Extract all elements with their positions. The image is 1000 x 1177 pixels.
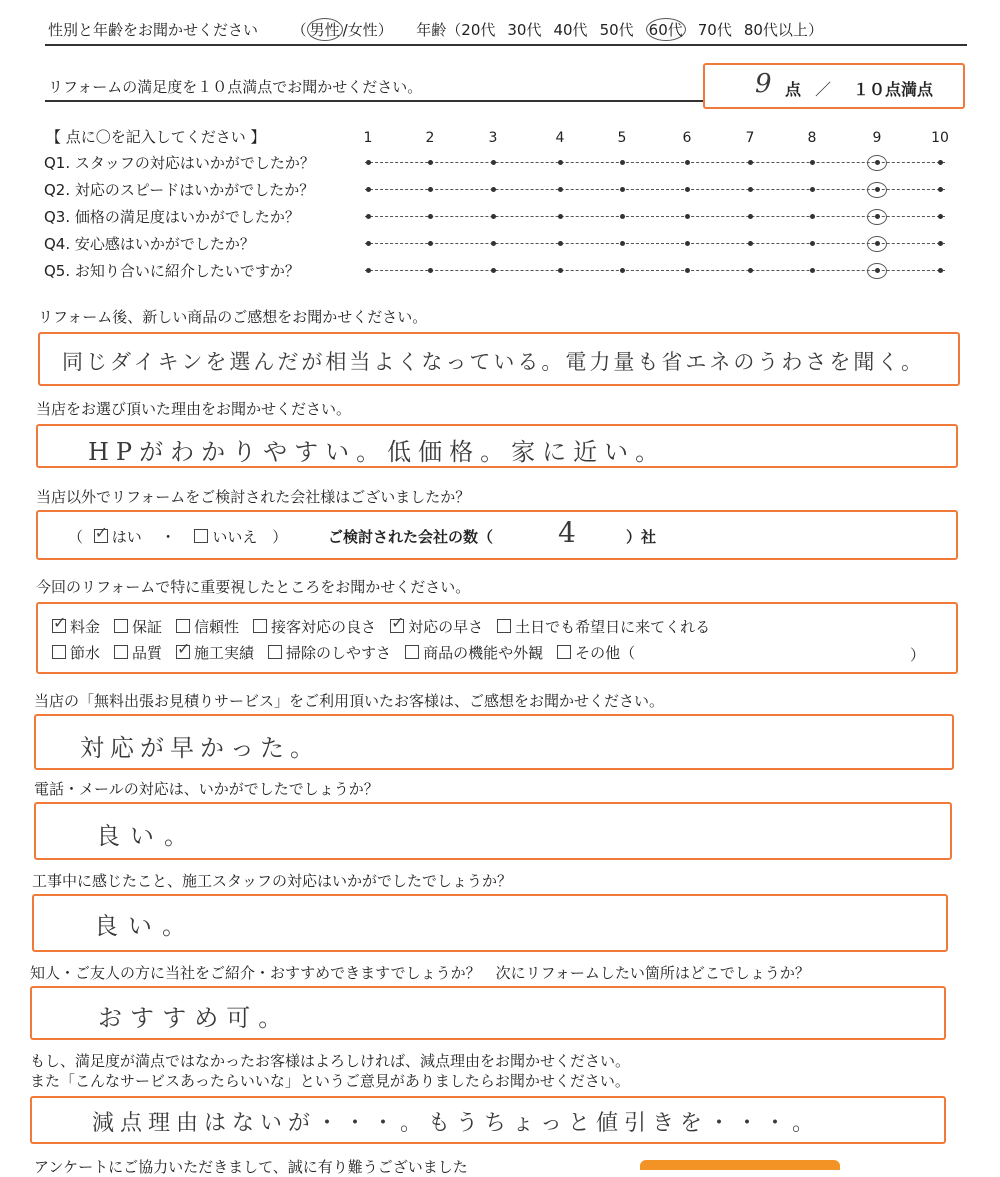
rating-scale-line — [365, 162, 945, 163]
scale-dot[interactable] — [428, 268, 433, 273]
priority-label: 掃除のしやすさ — [286, 644, 392, 662]
priority-label: 対応の早さ — [408, 618, 484, 636]
no-label: いいえ — [212, 528, 258, 546]
priority-checkbox[interactable] — [253, 619, 267, 633]
scale-dot[interactable] — [491, 214, 496, 219]
priority-option[interactable] — [114, 642, 162, 663]
construction-question: 工事中に感じたこと、施工スタッフの対応はいかがでしたでしょうか？ — [32, 872, 513, 890]
scale-dot[interactable] — [366, 160, 371, 165]
recommend-answer-box — [30, 986, 946, 1040]
scale-dot[interactable] — [366, 241, 371, 246]
gender-age-row — [48, 18, 823, 41]
scale-dot[interactable] — [685, 187, 690, 192]
recommend-answer: おすすめ可。 — [98, 1004, 291, 1032]
selected-rating-circle — [867, 182, 887, 198]
scale-dot[interactable] — [810, 214, 815, 219]
scale-number-2: 2 — [425, 130, 435, 146]
scale-dot[interactable] — [366, 187, 371, 192]
estimate-answer: 対応が早かった。 — [80, 734, 320, 762]
scale-dot[interactable] — [685, 241, 690, 246]
other-companies-box — [36, 510, 958, 560]
gender-male: 男性 — [307, 18, 343, 41]
priority-option[interactable] — [52, 642, 100, 663]
priority-label: 保証 — [132, 618, 163, 636]
company-logo — [640, 1160, 840, 1170]
rating-scale-line — [365, 216, 945, 217]
phone-mail-answer-box — [34, 802, 952, 860]
selected-rating-circle — [867, 155, 887, 171]
priority-checkbox[interactable] — [114, 619, 128, 633]
scale-number-4: 4 — [555, 130, 565, 146]
impression-question: リフォーム後、新しい商品のご感想をお聞かせください。 — [38, 308, 428, 326]
scale-dot[interactable] — [620, 241, 625, 246]
satisfaction-question: リフォームの満足度を１０点満点でお聞かせください。 — [48, 78, 423, 96]
rating-scale-line — [365, 189, 945, 190]
deduction-question-2: また「こんなサービスあったらいいな」というご意見がありましたらお聞かせください。 — [30, 1072, 630, 1090]
other-companies-question: 当店以外でリフォームをご検討された会社様はございましたか？ — [36, 488, 471, 506]
no-checkbox[interactable] — [194, 529, 208, 543]
yes-label: はい — [111, 528, 142, 546]
reason-answer: HPがわかりやすい。低価格。家に近い。 — [88, 438, 667, 466]
age-close: ） — [807, 21, 823, 39]
company-count: 4 — [558, 516, 580, 549]
satisfaction-underline — [45, 100, 705, 102]
priority-other-close: ） — [910, 646, 926, 664]
priority-label: その他（ — [575, 644, 636, 662]
priority-option[interactable] — [253, 616, 376, 637]
scale-dot[interactable] — [748, 241, 753, 246]
priority-checkbox[interactable] — [268, 645, 282, 659]
reason-answer-box — [36, 424, 958, 468]
rating-scale-line — [365, 243, 945, 244]
priority-checkbox[interactable] — [52, 645, 66, 659]
scale-dot[interactable] — [491, 187, 496, 192]
scale-dot[interactable] — [491, 268, 496, 273]
scale-dot[interactable] — [748, 214, 753, 219]
scale-dot[interactable] — [558, 160, 563, 165]
scale-dot[interactable] — [938, 214, 943, 219]
recommend-question: 知人・ご友人の方に当社をご紹介・おすすめできますでしょうか？ 次にリフォームしたい箇所はどこでしょうか？ — [30, 964, 810, 982]
dot-sep: ・ — [160, 528, 176, 546]
count-label: ご検討された会社の数（ — [328, 528, 494, 546]
gender-close: ） — [377, 21, 393, 39]
gender-open: （ — [291, 21, 307, 39]
rating-question-q3: Q3. 価格の満足度はいかがでしたか？ — [44, 208, 300, 226]
rating-scale-line — [365, 270, 945, 271]
scale-dot[interactable] — [428, 241, 433, 246]
satisfaction-slash: ／ — [815, 80, 832, 99]
reason-question: 当店をお選び頂いた理由をお聞かせください。 — [36, 400, 352, 418]
deduction-answer: 減点理由はないが・・・。もうちょっと値引きを・・・。 — [92, 1111, 821, 1136]
scale-dot[interactable] — [685, 160, 690, 165]
scale-dot[interactable] — [428, 160, 433, 165]
rating-question-q2: Q2. 対応のスピードはいかがでしたか？ — [44, 181, 315, 199]
priority-label: 土日でも希望日に来てくれる — [515, 618, 711, 636]
age-80: 80代以上 — [743, 21, 808, 39]
header-underline — [45, 44, 967, 46]
priority-label: 節水 — [70, 644, 101, 662]
scale-dot[interactable] — [938, 241, 943, 246]
priority-label: 品質 — [132, 644, 163, 662]
impression-answer-box — [38, 332, 960, 386]
scale-dot[interactable] — [558, 187, 563, 192]
age-40: 40代 — [553, 21, 588, 39]
priority-checkbox[interactable] — [176, 619, 190, 633]
gender-female: 女性 — [347, 21, 378, 39]
rating-question-q5: Q5. お知り合いに紹介したいですか？ — [44, 262, 300, 280]
deduction-question-1: もし、満足度が満点ではなかったお客様はよろしければ、減点理由をお聞かせください。 — [30, 1052, 631, 1070]
scale-dot[interactable] — [748, 268, 753, 273]
priority-option[interactable] — [497, 616, 710, 637]
age-20: 20代 — [461, 21, 496, 39]
scale-dot[interactable] — [938, 268, 943, 273]
scale-dot[interactable] — [620, 268, 625, 273]
rating-question-q4: Q4. 安心感はいかがでしたか？ — [44, 235, 255, 253]
scale-dot[interactable] — [366, 268, 371, 273]
age-label: 年齢（ — [416, 21, 462, 39]
scale-dot[interactable] — [748, 160, 753, 165]
scale-dot[interactable] — [491, 241, 496, 246]
priority-checkbox[interactable] — [390, 619, 404, 633]
scale-dot[interactable] — [558, 241, 563, 246]
age-70: 70代 — [697, 21, 732, 39]
priority-question: 今回のリフォームで特に重要視したところをお聞かせください。 — [36, 578, 471, 596]
scale-dot[interactable] — [810, 268, 815, 273]
scale-dot[interactable] — [620, 214, 625, 219]
scale-dot[interactable] — [428, 187, 433, 192]
priority-box — [36, 602, 958, 674]
scale-number-5: 5 — [617, 130, 627, 146]
satisfaction-score-box — [703, 63, 965, 109]
priority-label: 接客対応の良さ — [271, 618, 377, 636]
priority-label: 施工実績 — [194, 644, 255, 662]
scale-dot[interactable] — [810, 160, 815, 165]
scale-dot[interactable] — [558, 268, 563, 273]
age-60: 60代 — [646, 18, 686, 41]
paren-open: （ — [68, 528, 84, 546]
priority-checkbox[interactable] — [176, 645, 190, 659]
priority-label: 商品の機能や外観 — [423, 644, 544, 662]
satisfaction-score: 9 — [755, 69, 776, 99]
priority-checkbox[interactable] — [405, 645, 419, 659]
scale-number-8: 8 — [807, 130, 817, 146]
scale-dot[interactable] — [685, 214, 690, 219]
estimate-answer-box — [34, 714, 954, 770]
priority-checkbox[interactable] — [497, 619, 511, 633]
scale-dot[interactable] — [810, 187, 815, 192]
priority-checkbox[interactable] — [52, 619, 66, 633]
scale-dot[interactable] — [558, 214, 563, 219]
selected-rating-circle — [867, 263, 887, 279]
scale-dot[interactable] — [810, 241, 815, 246]
scale-number-6: 6 — [682, 130, 692, 146]
impression-answer: 同じダイキンを選んだが相当よくなっている。電力量も省エネのうわさを聞く。 — [62, 350, 925, 374]
phone-mail-answer: 良い。 — [96, 822, 198, 850]
scale-number-1: 1 — [363, 130, 373, 146]
gender-sep: / — [342, 21, 348, 39]
priority-option[interactable] — [176, 616, 239, 637]
priority-option[interactable] — [268, 642, 391, 663]
priority-option[interactable] — [176, 642, 254, 663]
satisfaction-max: １０点満点 — [853, 80, 934, 99]
scale-number-10: 10 — [931, 130, 949, 146]
satisfaction-unit: 点 — [785, 80, 802, 99]
priority-row-1 — [52, 616, 724, 637]
scale-dot[interactable] — [491, 160, 496, 165]
priority-checkbox[interactable] — [557, 645, 571, 659]
priority-option[interactable] — [405, 642, 543, 663]
scale-dot[interactable] — [620, 160, 625, 165]
scale-dot[interactable] — [938, 187, 943, 192]
scale-number-3: 3 — [488, 130, 498, 146]
priority-checkbox[interactable] — [114, 645, 128, 659]
rating-question-q1: Q1. スタッフの対応はいかがでしたか？ — [44, 154, 315, 172]
scale-dot[interactable] — [428, 214, 433, 219]
priority-label: 信頼性 — [194, 618, 240, 636]
estimate-question: 当店の「無料出張お見積りサービス」をご利用頂いたお客様は、ご感想をお聞かせください。 — [34, 692, 665, 710]
age-50: 50代 — [599, 21, 634, 39]
scale-dot[interactable] — [748, 187, 753, 192]
construction-answer-box — [32, 894, 948, 952]
priority-option[interactable] — [52, 616, 100, 637]
scale-dot[interactable] — [366, 214, 371, 219]
selected-rating-circle — [867, 236, 887, 252]
scale-number-7: 7 — [745, 130, 755, 146]
yes-checkbox[interactable] — [94, 529, 108, 543]
scale-dot[interactable] — [620, 187, 625, 192]
priority-option[interactable] — [557, 642, 635, 663]
scale-dot[interactable] — [685, 268, 690, 273]
priority-row-2 — [52, 642, 649, 663]
scale-number-9: 9 — [872, 130, 882, 146]
selected-rating-circle — [867, 209, 887, 225]
rating-instruction: 【 点に〇を記入してください 】 — [46, 128, 266, 146]
age-30: 30代 — [507, 21, 542, 39]
other-companies-row — [68, 526, 287, 547]
phone-mail-question: 電話・メールの対応は、いかがでしたでしょうか？ — [34, 780, 379, 798]
count-suffix: ）社 — [626, 528, 657, 546]
priority-label: 料金 — [70, 618, 101, 636]
priority-option[interactable] — [114, 616, 162, 637]
gender-age-label: 性別と年齢をお聞かせください — [48, 21, 259, 39]
construction-answer: 良い。 — [94, 912, 196, 940]
paren-close: ） — [272, 528, 288, 546]
footer-thanks: アンケートにご協力いただきまして、誠に有り難うございました — [34, 1158, 468, 1176]
priority-option[interactable] — [390, 616, 483, 637]
scale-dot[interactable] — [938, 160, 943, 165]
deduction-answer-box — [30, 1096, 946, 1144]
